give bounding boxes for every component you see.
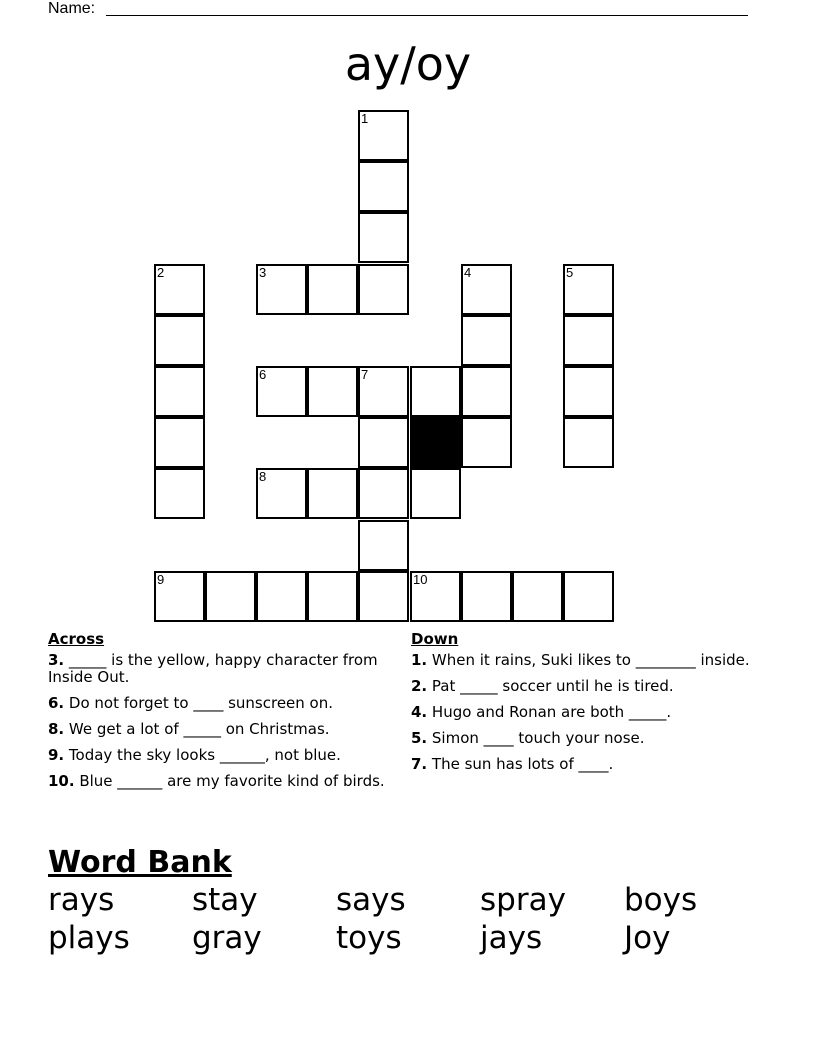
cell-number: 8 (259, 469, 267, 484)
crossword-cell[interactable] (358, 110, 409, 161)
word-bank-item: gray (192, 920, 262, 956)
clue-text: Pat _____ soccer until he is tired. (427, 677, 674, 695)
crossword-cell[interactable] (358, 264, 409, 315)
clue-text: The sun has lots of ____. (427, 755, 614, 773)
down-heading: Down (411, 630, 459, 648)
clue-number: 6. (48, 694, 65, 712)
cell-number: 3 (259, 265, 267, 280)
clue-text: When it rains, Suki likes to ________ inside. (427, 651, 750, 669)
crossword-cell[interactable] (154, 264, 205, 315)
across-clues (48, 630, 388, 799)
crossword-cell[interactable] (307, 571, 358, 622)
crossword-cell[interactable] (307, 366, 358, 417)
across-clue-8 (48, 721, 388, 738)
cell-number: 9 (157, 572, 165, 587)
crossword-cell[interactable] (256, 571, 307, 622)
crossword-cell[interactable] (358, 161, 409, 212)
crossword-cell[interactable] (307, 264, 358, 315)
crossword-cell[interactable] (154, 468, 205, 519)
clue-number: 2. (411, 677, 428, 695)
down-clue-1 (411, 652, 751, 669)
crossword-cell[interactable] (358, 571, 409, 622)
crossword-cell[interactable] (563, 366, 614, 417)
cell-number: 1 (361, 111, 369, 126)
crossword-cell[interactable] (154, 417, 205, 468)
crossword-cell[interactable] (154, 571, 205, 622)
clue-text: Blue ______ are my favorite kind of birds. (74, 772, 385, 790)
cell-number: 7 (361, 367, 369, 382)
crossword-cell[interactable] (410, 468, 461, 519)
across-clue-6 (48, 695, 388, 712)
crossword-cell[interactable] (461, 315, 512, 366)
crossword-cell[interactable] (358, 417, 409, 468)
crossword-cell[interactable] (358, 520, 409, 571)
across-clue-10 (48, 773, 388, 790)
crossword-cell[interactable] (410, 571, 461, 622)
word-bank-item: says (336, 882, 406, 918)
clue-number: 10. (48, 772, 75, 790)
clue-number: 7. (411, 755, 428, 773)
cell-number: 2 (157, 265, 165, 280)
across-clue-9 (48, 747, 388, 764)
clue-number: 4. (411, 703, 428, 721)
clue-text: We get a lot of _____ on Christmas. (64, 720, 330, 738)
cell-number: 6 (259, 367, 267, 382)
down-clues (411, 630, 751, 782)
across-clue-3 (48, 652, 388, 686)
crossword-cell[interactable] (256, 366, 307, 417)
crossword-cell[interactable] (461, 571, 512, 622)
word-bank-item: boys (624, 882, 698, 918)
word-bank-item: rays (48, 882, 115, 918)
across-heading: Across (48, 630, 105, 648)
page-title: ay/oy (344, 37, 472, 91)
clue-text: Simon ____ touch your nose. (427, 729, 645, 747)
cell-number: 10 (413, 572, 428, 587)
crossword-cell[interactable] (410, 366, 461, 417)
word-bank-item: stay (192, 882, 258, 918)
name-label: Name: (48, 0, 96, 17)
cell-number: 4 (464, 265, 472, 280)
clue-number: 8. (48, 720, 65, 738)
clue-number: 1. (411, 651, 428, 669)
word-bank-item: spray (480, 882, 566, 918)
crossword-cell[interactable] (256, 468, 307, 519)
crossword-cell[interactable] (154, 315, 205, 366)
crossword-cell[interactable] (358, 212, 409, 263)
crossword-cell[interactable] (205, 571, 256, 622)
clue-number: 5. (411, 729, 428, 747)
crossword-cell[interactable] (256, 264, 307, 315)
word-bank-title: Word Bank (48, 845, 232, 880)
word-bank-item: plays (48, 920, 130, 956)
clue-text: Hugo and Ronan are both _____. (427, 703, 672, 721)
clue-number: 3. (48, 651, 65, 669)
crossword-cell[interactable] (358, 468, 409, 519)
crossword-cell[interactable] (563, 417, 614, 468)
cell-number: 5 (566, 265, 574, 280)
crossword-cell[interactable] (512, 571, 563, 622)
clue-number: 9. (48, 746, 65, 764)
crossword-cell[interactable] (563, 315, 614, 366)
crossword-cell[interactable] (461, 417, 512, 468)
black-square (410, 417, 461, 468)
word-bank-item: toys (336, 920, 402, 956)
crossword-cell[interactable] (461, 264, 512, 315)
crossword-cell[interactable] (563, 571, 614, 622)
crossword-cell[interactable] (307, 468, 358, 519)
down-clue-5 (411, 730, 751, 747)
clue-text: Do not forget to ____ sunscreen on. (64, 694, 334, 712)
clue-text: _____ is the yellow, happy character from Inside Out. (48, 651, 378, 686)
clue-text: Today the sky looks ______, not blue. (64, 746, 341, 764)
crossword-cell[interactable] (358, 366, 409, 417)
word-bank-item: jays (480, 920, 543, 956)
down-clue-2 (411, 678, 751, 695)
word-bank-item: Joy (624, 920, 671, 956)
down-clue-4 (411, 704, 751, 721)
crossword-cell[interactable] (154, 366, 205, 417)
crossword-cell[interactable] (461, 366, 512, 417)
word-bank (48, 882, 768, 956)
crossword-cell[interactable] (563, 264, 614, 315)
down-clue-7 (411, 756, 751, 773)
